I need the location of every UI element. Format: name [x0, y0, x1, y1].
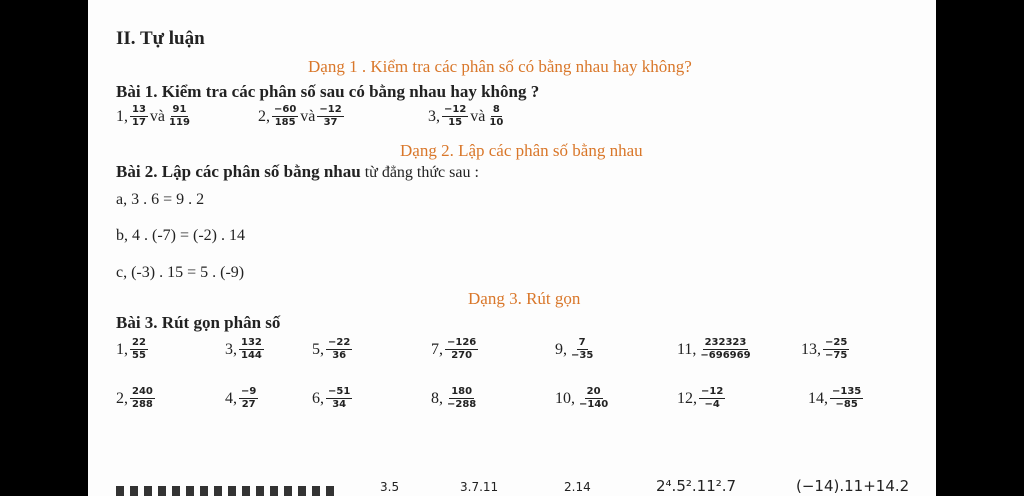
numerator: −12 [444, 104, 467, 115]
bai3-item-1 [116, 337, 150, 362]
fraction [445, 337, 478, 362]
bai1-item-1 [116, 104, 194, 129]
bottom-expr-1: 3.5 [380, 480, 400, 494]
numerator: 7 [578, 337, 586, 348]
bottom-expr-3: 2.14 [564, 480, 591, 494]
numerator: 240 [132, 386, 153, 397]
bai1-item-2 [258, 104, 346, 129]
item-label: 14, [808, 389, 828, 407]
denominator: 270 [451, 350, 473, 361]
item-label: 2, [258, 107, 270, 125]
denominator: 288 [132, 399, 153, 410]
denominator: 144 [241, 350, 262, 361]
cut-text-fragment [116, 486, 336, 496]
denominator: −85 [835, 399, 858, 410]
joiner-text: và [470, 107, 486, 125]
fraction [326, 337, 352, 362]
fraction [130, 104, 148, 129]
joiner-text: và [300, 107, 316, 125]
bottom-expr-5: (−14).11+14.2 [796, 477, 910, 495]
denominator: −288 [447, 399, 477, 410]
numerator: −135 [832, 386, 862, 397]
item-label: 4, [225, 389, 237, 407]
denominator: 36 [332, 350, 347, 361]
numerator: −12 [701, 386, 724, 397]
item-label: 9, [555, 340, 567, 358]
numerator: 132 [241, 337, 262, 348]
fraction [272, 104, 298, 129]
denominator: 17 [132, 117, 146, 128]
fraction [130, 337, 148, 362]
numerator: 180 [451, 386, 473, 397]
bai3-item-9 [555, 337, 597, 362]
denominator: −696969 [700, 350, 751, 361]
fraction [445, 386, 478, 411]
bai2-title-bold: Bài 2. Lập các phân số bằng nhau [116, 162, 361, 181]
item-label: 2, [116, 389, 128, 407]
bottom-expr-2: 3.7.11 [460, 480, 499, 494]
numerator: −126 [447, 337, 477, 348]
denominator: 15 [448, 117, 463, 128]
fraction [698, 337, 752, 362]
item-label: 5, [312, 340, 324, 358]
bottom-expr-4: 2⁴.5².11².7 [656, 477, 737, 495]
numerator: 91 [172, 104, 187, 115]
bai3-item-14 [808, 386, 865, 411]
numerator: −12 [319, 104, 342, 115]
fraction [130, 386, 155, 411]
fraction [167, 104, 192, 129]
item-label: 8, [431, 389, 443, 407]
numerator: 22 [132, 337, 146, 348]
bai3-item-11 [677, 337, 755, 362]
fraction [326, 386, 352, 411]
bai2-title-rest: từ đẳng thức sau : [360, 164, 479, 181]
item-label: 1, [116, 340, 128, 358]
fraction [830, 386, 863, 411]
numerator: −9 [241, 386, 257, 397]
bai3-item-3 [225, 337, 266, 362]
denominator: 37 [323, 117, 338, 128]
denominator: 55 [132, 350, 146, 361]
bai1-title: Bài 1. Kiểm tra các phân số sau có bằng nhau hay không ? [116, 82, 540, 101]
document-page [88, 0, 936, 496]
bai2-title [116, 162, 479, 182]
item-label: 3, [428, 107, 440, 125]
denominator: −4 [704, 399, 720, 410]
denominator: 34 [332, 399, 347, 410]
bai3-item-13 [801, 337, 851, 362]
numerator: 20 [586, 386, 601, 397]
dang3-heading: Dạng 3. Rút gọn [468, 289, 581, 308]
numerator: 8 [492, 104, 500, 115]
item-label: 12, [677, 389, 697, 407]
bai3-item-7 [431, 337, 480, 362]
denominator: 10 [489, 117, 504, 128]
dang1-heading: Dạng 1 . Kiểm tra các phân số có bằng nhau hay không? [308, 57, 692, 76]
denominator: −75 [825, 350, 848, 361]
item-label: 7, [431, 340, 443, 358]
section-title: II. Tự luận [116, 28, 205, 49]
fraction [699, 386, 725, 411]
fraction [239, 337, 264, 362]
item-label: 13, [801, 340, 821, 358]
item-label: 11, [677, 340, 697, 358]
numerator: −25 [825, 337, 848, 348]
bai3-item-4 [225, 386, 260, 411]
fraction [577, 386, 610, 411]
bai3-item-5 [312, 337, 354, 362]
numerator: −22 [328, 337, 351, 348]
bai3-item-10 [555, 386, 612, 411]
fraction [239, 386, 258, 411]
bai1-item-3 [428, 104, 507, 129]
numerator: −51 [328, 386, 351, 397]
denominator: 119 [169, 117, 190, 128]
bai3-item-6 [312, 386, 354, 411]
bai2-item-c: c, (-3) . 15 = 5 . (-9) [116, 264, 245, 281]
bai4-title-cut [116, 486, 346, 496]
bai3-title: Bài 3. Rút gọn phân số [116, 313, 281, 332]
fraction [487, 104, 505, 129]
numerator: 13 [132, 104, 146, 115]
denominator: 185 [274, 117, 296, 128]
denominator: −140 [579, 399, 609, 410]
denominator: 27 [241, 399, 256, 410]
fraction [317, 104, 343, 129]
bai3-item-12 [677, 386, 727, 411]
numerator: −60 [274, 104, 297, 115]
item-label: 10, [555, 389, 575, 407]
bai2-item-b: b, 4 . (-7) = (-2) . 14 [116, 227, 245, 244]
fraction [442, 104, 468, 129]
bai3-item-8 [431, 386, 480, 411]
dang2-heading: Dạng 2. Lập các phân số bằng nhau [400, 141, 643, 160]
item-label: 1, [116, 107, 128, 125]
denominator: −35 [571, 350, 594, 361]
bai3-item-2 [116, 386, 157, 411]
fraction [569, 337, 595, 362]
bai2-item-a: a, 3 . 6 = 9 . 2 [116, 191, 205, 208]
item-label: 6, [312, 389, 324, 407]
fraction [823, 337, 849, 362]
joiner-text: và [149, 107, 166, 125]
item-label: 3, [225, 340, 237, 358]
numerator: 232323 [704, 337, 747, 348]
